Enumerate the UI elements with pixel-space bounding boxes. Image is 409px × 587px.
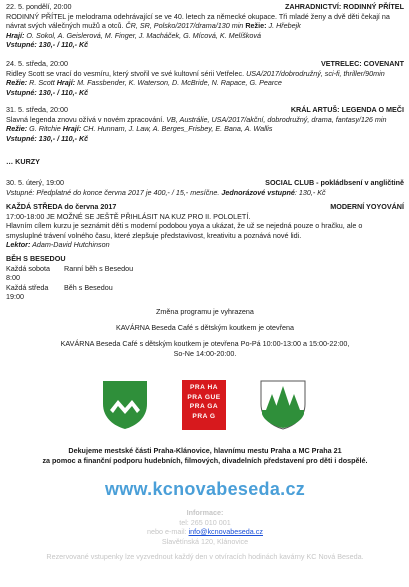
event-cast: Hrají: O. Sokol, A. Geislerová, M. Finger, J. Macháček, G. Mícová, K. Melíšková	[6, 30, 261, 40]
event-entry: Vstupné: 130,- / 110,- Kč	[6, 40, 89, 49]
course-line: Hlavním cílem kurzu je seznámit děti s moderní podobou yoya a ukázat, že už se nejedná pouze o hračku, ale o	[6, 221, 363, 230]
event-entry: Vstupné: 130,- / 110,- Kč	[6, 87, 89, 97]
course-title: SOCIAL CLUB - pokládbsení v angličtině	[265, 178, 404, 187]
contact-phone: tel: 265 010 001	[179, 517, 231, 527]
praha-logo: PRA HA PRA GUE PRA GA PRA G	[182, 380, 226, 430]
section-beh	[6, 254, 404, 302]
list-item: Každá středa 19:00 Běh s Besedou	[6, 282, 113, 301]
website-link[interactable]: www.kcnovabeseda.cz	[104, 479, 306, 499]
course-entry: Vstupné: Předplatné do konce června 2017 je 400,- / 15,- mesíčne. Jednorázové vstupné: 130,- Kč	[6, 187, 326, 197]
event-description: Ridley Scott se vrací do vesmíru, který stvořil ve své kultovní sérii Vetřelec. USA/2017/dobrodružný, sci-fi, thriller/90min	[6, 68, 385, 78]
event-date: 31. 5. středa, 20:00	[6, 105, 68, 114]
course-lector: Lektor: Adam-David Hutchinson	[6, 240, 110, 249]
course-line: 17:00-18:00 JE MOŽNÉ SE JEŠTĚ PŘIHLÁSIT NA KUZ PRO II. POLOLETÍ.	[6, 211, 251, 221]
section-heading-kurzy: … KURZY	[6, 157, 40, 166]
event-description: RODINNÝ PŘÍTEL je melodrama odehrávající se ve 40. letech za německé okupace. Tři mladé ženy a dvě děti čekají na	[6, 11, 390, 21]
event-cast: Režie: G. Ritchie Hrají: CH. Hunnam, J. Law, A. Berges_Frisbey, E. Bana, A. Wallis	[6, 124, 273, 133]
list-item: Každá sobota 8:00 Ranní běh s Besedou	[6, 263, 134, 282]
event-1	[6, 2, 404, 50]
course-date: 30. 5. úterý, 19:00	[6, 178, 64, 187]
event-title: KRÁL ARTUŠ: LEGENDA O MEČI	[290, 105, 404, 114]
forest-crest-icon	[260, 380, 306, 430]
event-date: 24. 5. středa, 20:00	[6, 59, 68, 68]
email-link[interactable]: info@kcnovabeseda.cz	[188, 527, 263, 536]
course-title: MODERNÍ YOYOVÁNÍ	[330, 202, 404, 211]
course-date: KAŽDÁ STŘEDA do června 2017	[6, 202, 117, 211]
event-title: ZAHRADNICTVÍ: RODINNÝ PŘÍTEL	[285, 2, 404, 11]
event-cast: Režie: R. Scott Hrají: M. Fassbender, K. Waterson, D. McBride, N. Rapace, G. Pearce	[6, 78, 282, 87]
klanovice-crest-icon	[102, 380, 148, 430]
event-date: 22. 5. pondělí, 20:00	[6, 2, 72, 11]
program-change-note: Změna programu je vyhrazena	[156, 307, 254, 316]
thanks-note: Dekujeme mestské části Praha-Klánovice, hlavnímu mestu Praha a MC Praha 21 za pomoc a finanční podporu hudebních, filmových, divadelních představení pro děti i dospělé.	[42, 446, 368, 465]
logos-row	[6, 380, 404, 430]
kavarna-note-2: KAVÁRNA Beseda Café s dětským koutkem je otevřena Po-Pá 10:00-13:00 a 15:00-22:00, So-Ne 14:00-20:00.	[60, 339, 350, 358]
section-heading-beh: BĚH S BESEDOU	[6, 254, 66, 263]
course-yoyo	[6, 202, 404, 250]
event-title: VETRELEC: COVENANT	[320, 59, 404, 68]
course-line: smysluplné trávení volného času, které zlepšuje představivost, kreativitu a poznává nové lidi.	[6, 230, 302, 240]
event-description-2: návrat svých válečných mužů a otců. ČR, SR, Polsko/2017/drama/130 min Režie: J. Hřebejk	[6, 21, 301, 30]
event-2	[6, 59, 404, 97]
event-3	[6, 105, 404, 143]
event-entry: Vstupné: 130,- / 110,- Kč	[6, 133, 89, 143]
footer-note: Rezervované vstupenky lze vyzvednout každý den v otvíracích hodinách kavárny KC Nová Beseda.	[46, 552, 364, 561]
event-description: Slavná legenda znovu ožívá v novém zpracování. VB, Austrálie, USA/2017/akční, dobrodružný, drama, fantasy/126 min	[6, 114, 387, 124]
contact-address: Slavětínská 120, Klánovice	[161, 536, 249, 546]
course-social-club	[6, 178, 404, 197]
kavarna-note-1: KAVÁRNA Beseda Café s dětským koutkem je otevřena	[115, 323, 295, 332]
contact-email-line: nebo e-mail: info@kcnovabeseda.cz	[147, 527, 263, 536]
contact-heading: Informace:	[186, 508, 224, 517]
contact-block	[6, 508, 404, 546]
